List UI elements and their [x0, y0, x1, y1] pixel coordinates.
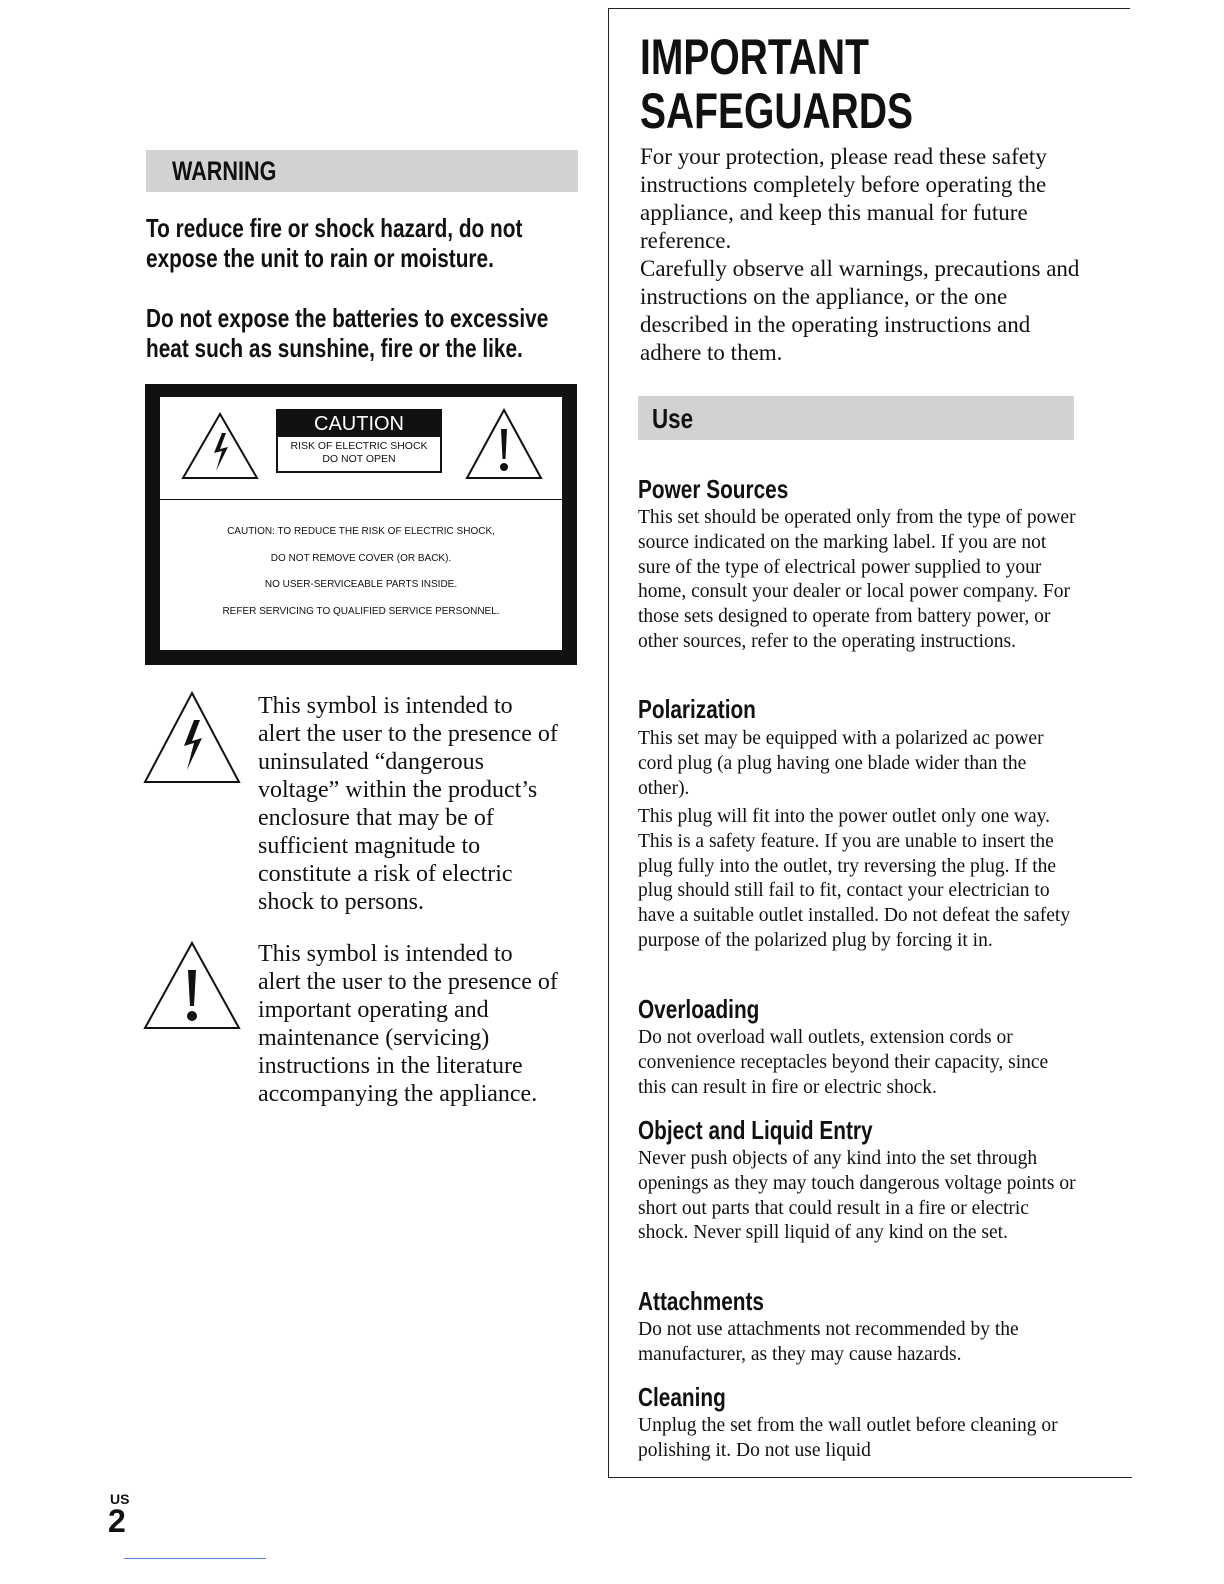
- caution-label-bottom: [160, 500, 562, 650]
- warning-rain-text: To reduce fire or shock hazard, do not expose the unit to rain or moisture.: [146, 213, 523, 273]
- caution-label: [145, 384, 577, 665]
- caution-line-1: CAUTION: TO REDUCE THE RISK OF ELECTRIC SHOCK,: [227, 526, 495, 537]
- polarization-text-1: This set may be equipped with a polarized ac power cord plug (a plug having one blade wider than the other).: [638, 728, 1044, 799]
- warning-heading-bar: [146, 150, 578, 192]
- warning-battery-text: Do not expose the batteries to excessive heat such as sunshine, fire or the like.: [146, 303, 549, 363]
- caution-line-2: DO NOT REMOVE COVER (OR BACK).: [270, 553, 452, 564]
- lightning-warning-icon: [180, 411, 260, 481]
- use-heading: Use: [652, 403, 694, 434]
- polarization-heading: Polarization: [638, 694, 756, 724]
- caution-line-3: NO USER-SERVICEABLE PARTS INSIDE.: [264, 579, 458, 590]
- object-liquid-heading: Object and Liquid Entry: [638, 1115, 873, 1145]
- caution-sub-line2: DO NOT OPEN: [322, 453, 396, 465]
- intro-text: [640, 143, 1080, 367]
- power-sources-heading: Power Sources: [638, 474, 789, 504]
- page-language: US: [110, 1491, 130, 1507]
- column-divider: [608, 8, 609, 1478]
- object-liquid-text: Never push objects of any kind into the set through openings as they may touch dangerous voltage points or short out parts that could result in a fire or electric shock. Never spill liquid of any kind on the set.: [638, 1148, 1076, 1244]
- caution-line-4: REFER SERVICING TO QUALIFIED SERVICE PERSONNEL.: [222, 606, 500, 617]
- intro-para-1: For your protection, please read these safety instructions completely before operating the appliance, and keep this manual for future reference.: [640, 144, 1047, 253]
- lightning-symbol-icon: [142, 690, 242, 786]
- cleaning-heading: Cleaning: [638, 1382, 726, 1412]
- column-bottom-rule: [608, 1477, 1132, 1478]
- caution-head: CAUTION: [278, 411, 440, 437]
- column-top-rule: [608, 8, 1130, 9]
- polarization-text-2: This plug will fit into the power outlet only one way. This is a safety feature. If you are unable to insert the plug fully into the outlet, try reversing the plug. If the plug should still fail to fit, contact your electrician to have a suitable outlet installed. Do not defeat the safety purpose of the polarized plug by forcing it in.: [638, 806, 1071, 951]
- intro-para-2: Carefully observe all warnings, precautions and instructions on the appliance, or the one described in the operating instructions and adhere to them.: [640, 256, 1080, 365]
- caution-box: [276, 409, 442, 473]
- exclamation-warning-icon: [464, 407, 544, 481]
- page-title-line1: IMPORTANT: [640, 29, 869, 85]
- caution-sub-line1: RISK OF ELECTRIC SHOCK: [290, 440, 428, 452]
- caution-label-top: [160, 397, 562, 499]
- page-title-line2: SAFEGUARDS: [640, 83, 914, 139]
- attachments-heading: Attachments: [638, 1286, 764, 1316]
- page-title: [640, 30, 913, 138]
- caution-sub: [278, 440, 440, 466]
- footer-rule: [124, 1558, 266, 1559]
- warning-heading: WARNING: [172, 156, 277, 186]
- attachments-text: Do not use attachments not recommended by the manufacturer, as they may cause hazards.: [638, 1319, 1019, 1365]
- exclamation-symbol-text: This symbol is intended to alert the user to the presence of important operating and maintenance (servicing) instructions in the literature accompanying the appliance.: [258, 941, 558, 1107]
- overloading-text: Do not overload wall outlets, extension cords or convenience receptacles beyond their capacity, since this can result in fire or electric shock.: [638, 1027, 1049, 1098]
- power-sources-text: This set should be operated only from the type of power source indicated on the marking label. If you are not sure of the type of electrical power supplied to your home, consult your dealer or local power company. For those sets designed to operate from battery power, or other sources, refer to the operating instructions.: [638, 507, 1076, 652]
- lightning-symbol-text: This symbol is intended to alert the user to the presence of uninsulated “dangerous voltage” within the product’s enclosure that may be of sufficient magnitude to constitute a risk of electric shock to persons.: [258, 693, 558, 915]
- cleaning-text: Unplug the set from the wall outlet before cleaning or polishing it. Do not use liquid: [638, 1415, 1058, 1461]
- page-number: 2: [108, 1503, 126, 1539]
- exclamation-symbol-icon: [142, 940, 242, 1032]
- overloading-heading: Overloading: [638, 994, 760, 1024]
- use-heading-bar: [638, 396, 1074, 440]
